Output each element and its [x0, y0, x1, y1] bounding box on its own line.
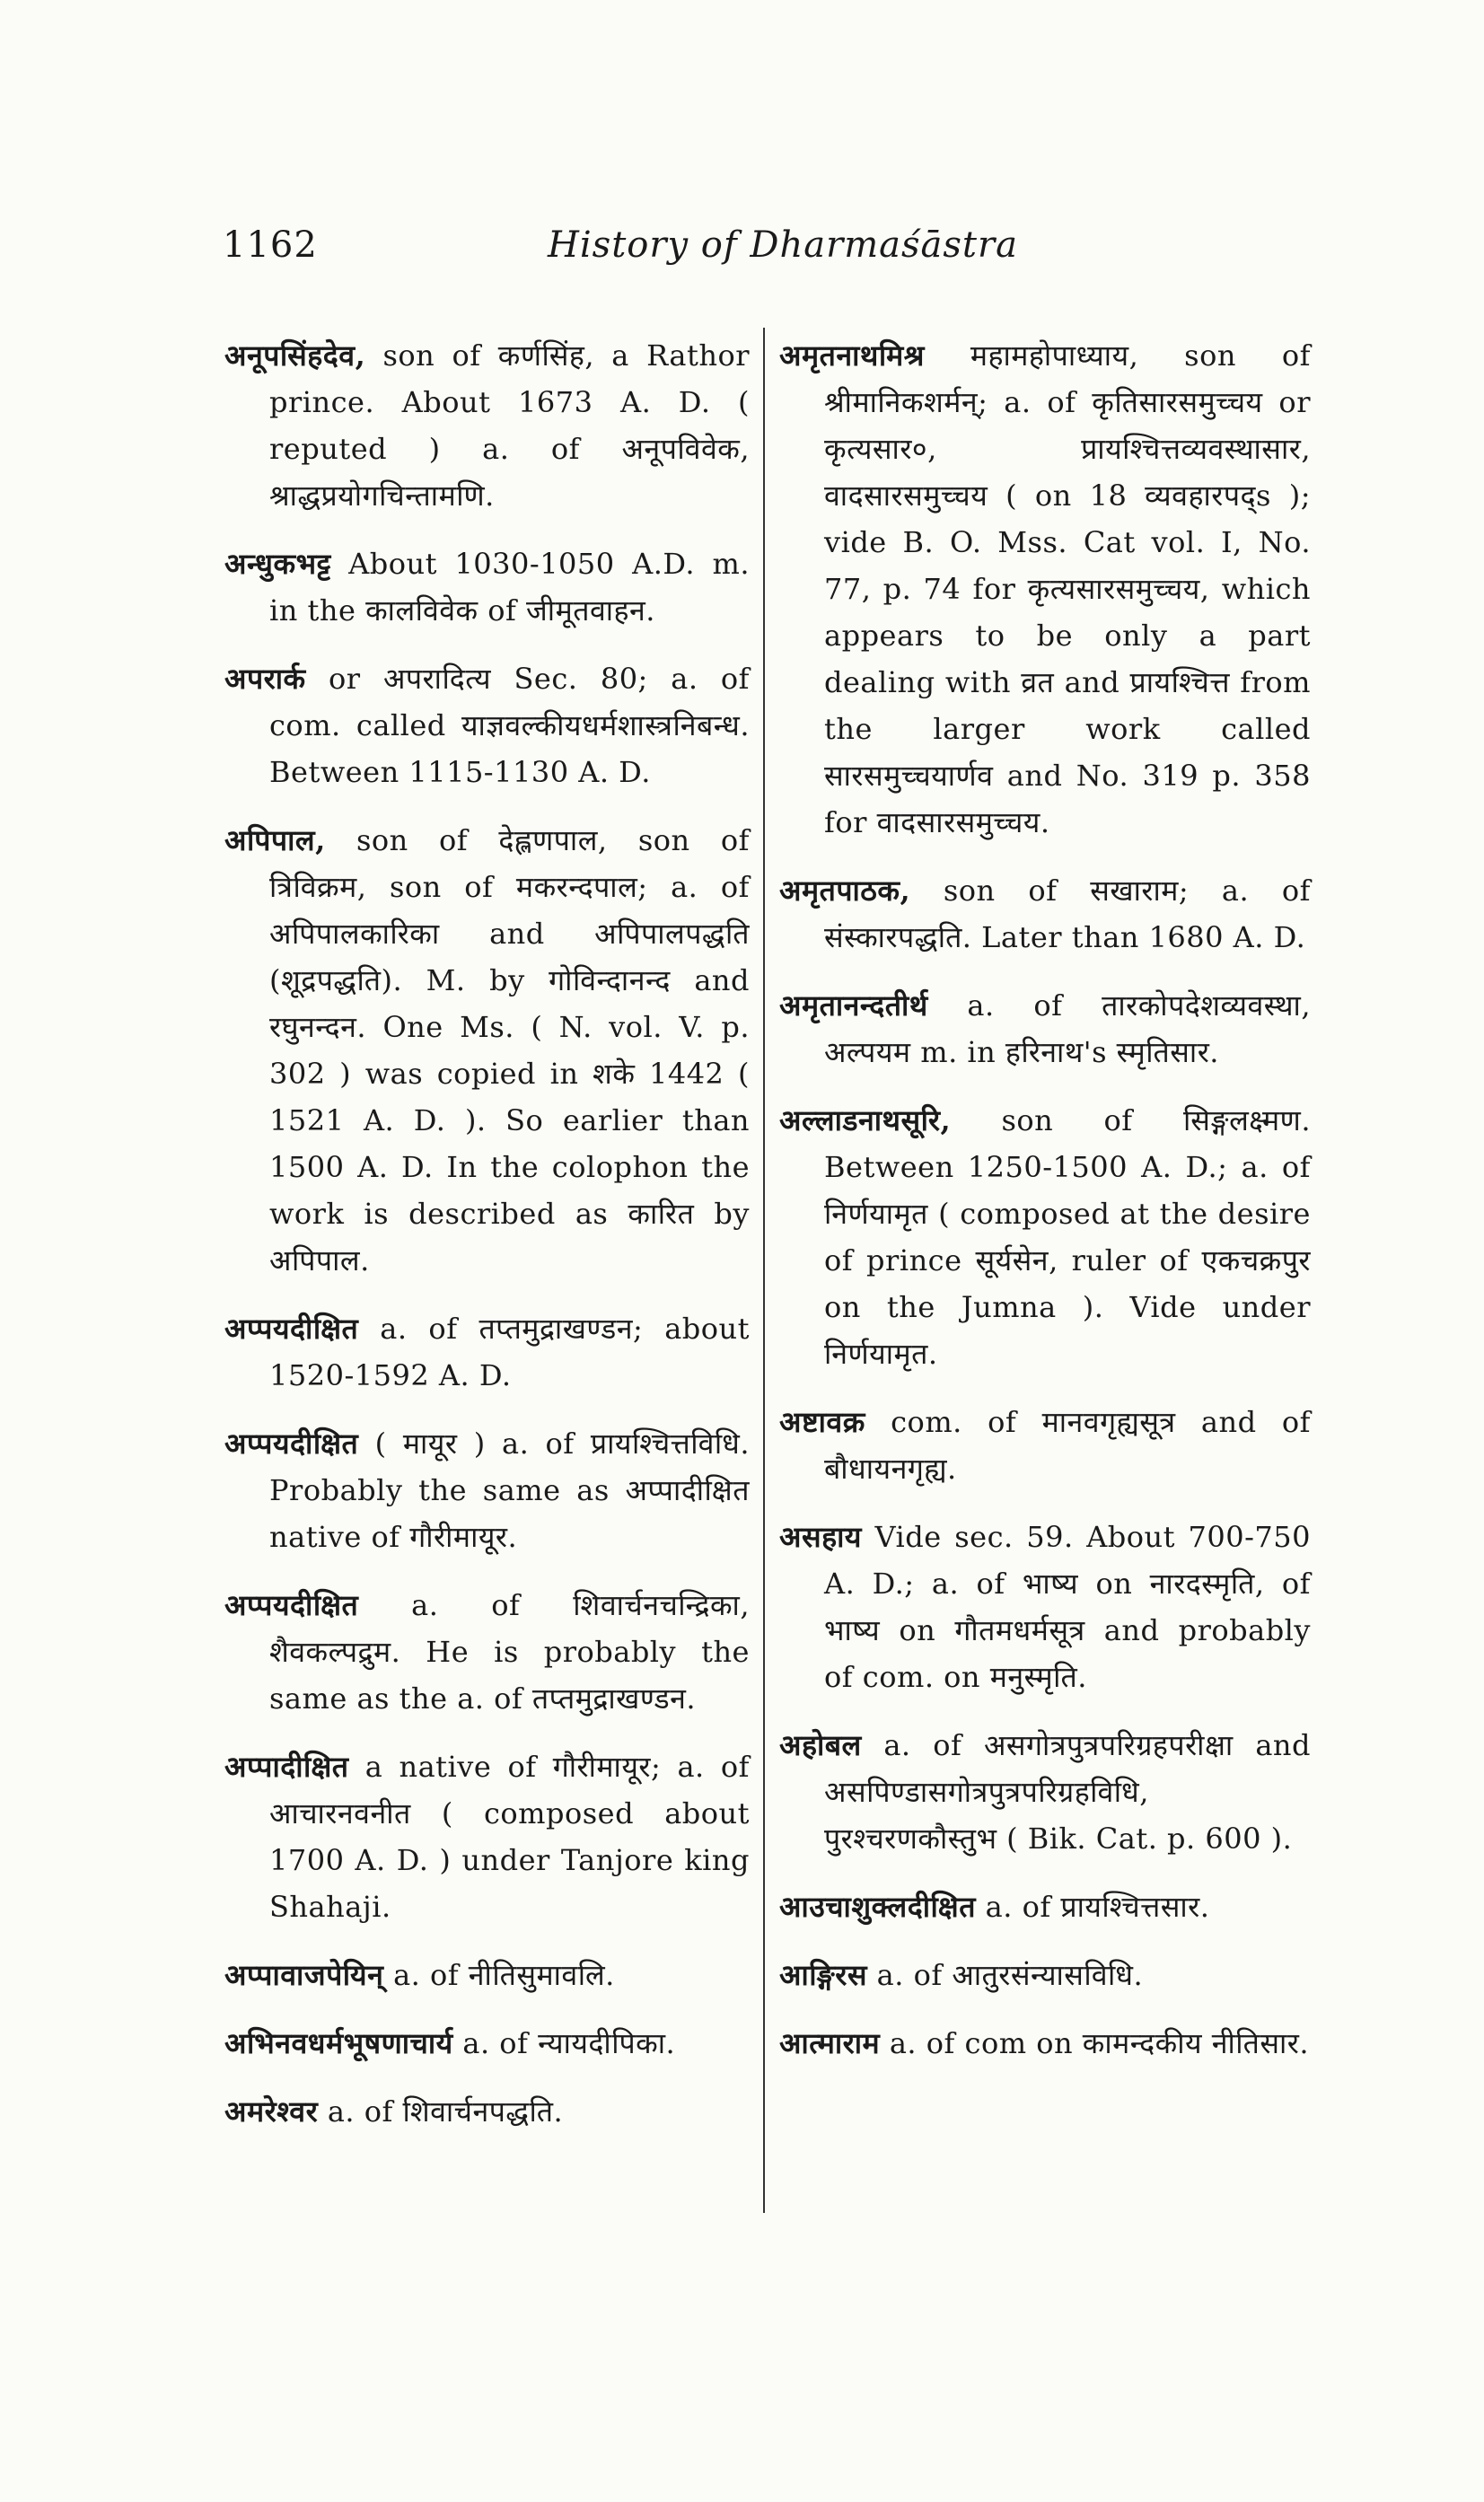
- index-entry: [224, 332, 750, 519]
- index-entry: [224, 1420, 750, 1560]
- entry-head: अपिपाल,: [224, 823, 326, 857]
- entry-text: com. of मानवगृह्यसूत्र and of बौधायनगृह्य.: [824, 1405, 1311, 1486]
- index-entry: [779, 982, 1311, 1075]
- index-entry: [224, 1582, 750, 1722]
- entry-text: a. of न्यायदीपिका.: [462, 2026, 676, 2060]
- entry-text: a. of तप्तमुद्राखण्डन; about 1520-1592 A. D.: [269, 1312, 750, 1392]
- entry-head: अपरार्क: [224, 662, 306, 696]
- entry-text: a. of असगोत्रपुत्रपरिग्रहपरीक्षा and असपिण्डासगोत्रपुत्रपरिग्रहविधि, पुरश्चरणकौस्तुभ ( Bik. Cat. p. 600 ).: [824, 1728, 1311, 1856]
- entry-head: अप्पादीक्षित: [224, 1750, 349, 1784]
- entry-text: son of सिङ्गलक्ष्मण. Between 1250-1500 A. D.; a. of निर्णयामृत ( composed at the desire of prince सूर्यसेन, ruler of एकचक्रपुर on the Jumna ). Vide under निर्णयामृत.: [824, 1103, 1311, 1371]
- index-entry: [779, 1399, 1311, 1492]
- running-title: History of Dharmaśāstra: [548, 224, 1018, 266]
- index-entry: [779, 1097, 1311, 1377]
- index-entry: [224, 2088, 750, 2135]
- index-entry: [224, 540, 750, 634]
- entry-head: अनूपसिंहदेव,: [224, 338, 366, 373]
- entry-head: आउचाशुक्लदीक्षित: [779, 1890, 976, 1924]
- left-column: [224, 332, 750, 2156]
- entry-text: महामहोपाध्याय, son of श्रीमानिकशर्मन्; a. of कृतिसारसमुच्चय or कृत्यसार०, प्रायश्चित्तव्यवस्थासार, वादसारसमुच्चय ( on 18 व्यवहारपद्s ); vide B. O. Mss. Cat vol. I, No. 77, p. 74 for कृत्यसारसमुच्चय, which appears to be only a part dealing with व्रत and प्रायश्चित्त from the larger work called सारसमुच्चयार्णव and No. 319 p. 358 for वादसारसमुच्चय.: [824, 338, 1311, 839]
- page-number: 1162: [223, 224, 318, 266]
- entry-text: a. of शिवार्चनपद्धति.: [327, 2094, 564, 2129]
- index-entry: [224, 2020, 750, 2067]
- entry-head: अभिनवधर्मभूषणाचार्य: [224, 2026, 453, 2060]
- entry-head: अप्पयदीक्षित: [224, 1312, 359, 1346]
- index-entry: [779, 1722, 1311, 1862]
- entry-head: अमरेश्वर: [224, 2094, 319, 2129]
- entry-text: a. of नीतिसुमावलि.: [393, 1958, 615, 1992]
- entry-text: son of सखाराम; a. of संस्कारपद्धति. Later than 1680 A. D.: [824, 874, 1312, 954]
- entry-text: a. of शिवार्चनचन्द्रिका, शैवकल्पद्रुम. He is probably the same as the a. of तप्तमुद्राखण्डन.: [269, 1588, 751, 1716]
- index-entry: [224, 1305, 750, 1399]
- entry-head: अप्पयदीक्षित: [224, 1588, 359, 1622]
- entry-head: असहाय: [779, 1520, 862, 1554]
- index-entry: [779, 1514, 1311, 1700]
- entry-text: a. of आतुरसंन्यासविधि.: [876, 1958, 1144, 1992]
- entry-text: a. of प्रायश्चित्तसार.: [985, 1890, 1210, 1924]
- entry-head: अन्धुकभट्ट: [224, 547, 331, 581]
- entry-head: अहोबल: [779, 1728, 862, 1762]
- index-entry: [779, 867, 1311, 961]
- index-entry: [779, 1883, 1311, 1930]
- entry-text: a native of गौरीमायूर; a. of आचारनवनीत ( composed about 1700 A. D. ) under Tanjore king Shahaji.: [269, 1750, 750, 1924]
- entry-text: or अपरादित्य Sec. 80; a. of com. called याज्ञवल्कीयधर्मशास्त्रनिबन्ध. Between 1115-1130 A. D.: [269, 662, 750, 789]
- entry-head: अष्टावक्र: [779, 1405, 865, 1439]
- entry-text: son of देह्लणपाल, son of त्रिविक्रम, son of मकरन्दपाल; a. of अपिपालकारिका and अपिपालपद्धति (शूद्रपद्धति). M. by गोविन्दानन्द and रघुनन्दन. One Ms. ( N. vol. V. p. 302 ) was copied in शके 1442 ( 1521 A. D. ). So earlier than 1500 A. D. In the colophon the work is described as कारित by अपिपाल.: [269, 823, 750, 1277]
- index-entry: [224, 1952, 750, 1998]
- entry-text: About 1030-1050 A.D. m. in the कालविवेक of जीमूतवाहन.: [269, 547, 751, 628]
- entry-head: आङ्गिरस: [779, 1958, 867, 1992]
- index-entry: [779, 1952, 1311, 1998]
- index-entry: [224, 655, 750, 795]
- entry-text: a. of com on कामन्दकीय नीतिसार.: [889, 2026, 1309, 2060]
- index-entry: [779, 332, 1311, 846]
- index-entry: [224, 817, 750, 1284]
- entry-head: अमृतनाथमिश्र: [779, 338, 925, 373]
- entry-head: आत्माराम: [779, 2026, 881, 2060]
- index-entry: [224, 1743, 750, 1930]
- entry-text: a. of तारकोपदेशव्यवस्था, अल्पयम m. in हरिनाथ's स्मृतिसार.: [824, 988, 1312, 1069]
- index-entry: [779, 2020, 1311, 2067]
- right-column: [779, 332, 1311, 2088]
- entry-head: अल्लाडनाथसूरि,: [779, 1103, 952, 1137]
- entry-text: ( मायूर ) a. of प्रायश्चित्तविधि. Probably the same as अप्पादीक्षित native of गौरीमायूर.: [269, 1427, 751, 1554]
- entry-head: अमृतानन्दतीर्थ: [779, 988, 928, 1023]
- entry-head: अप्पावाजपेयिन्: [224, 1958, 384, 1992]
- entry-head: अमृतपाठक,: [779, 874, 911, 908]
- entry-text: Vide sec. 59. About 700-750 A. D.; a. of भाष्य on नारदस्मृति, of भाष्य on गौतमधर्मसूत्र and probably of com. on मनुस्मृति.: [824, 1520, 1311, 1694]
- entry-text: son of कर्णसिंह, a Rathor prince. About 1673 A. D. ( reputed ) a. of अनूपविवेक, श्राद्धप्रयोगचिन्तामणि.: [269, 338, 751, 513]
- column-divider: [763, 328, 765, 2213]
- entry-head: अप्पयदीक्षित: [224, 1427, 359, 1461]
